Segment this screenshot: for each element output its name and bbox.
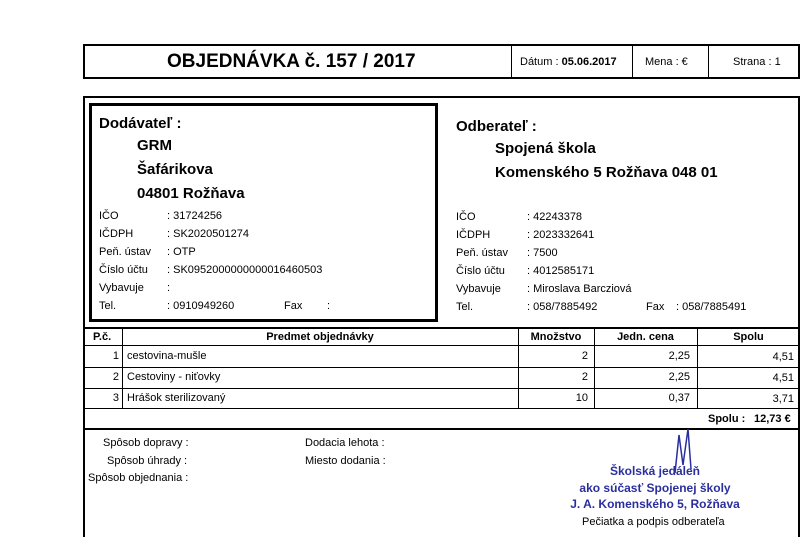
customer-fax-label: Fax	[646, 301, 665, 313]
sum-label: Spolu :	[708, 413, 746, 425]
stamp-line-2: ako súčasť Spojenej školy	[579, 481, 731, 495]
customer-tel-label: Tel.	[456, 301, 474, 313]
customer-bank-label: Peň. ústav	[456, 247, 508, 259]
sum-value: 12,73 €	[754, 413, 791, 425]
row-1-no: 1	[112, 350, 119, 362]
row-3-qty: 10	[575, 392, 588, 404]
row-2-qty: 2	[581, 371, 588, 383]
customer-account-value: : 4012585171	[527, 265, 595, 277]
row-2-price: 2,25	[668, 371, 690, 383]
supplier-fax-label: Fax	[284, 300, 303, 312]
customer-ico-value: : 42243378	[527, 211, 583, 223]
supplier-account-value: : SK0952000000000016460503	[167, 264, 323, 276]
row-3-item: Hrášok sterilizovaný	[127, 392, 226, 404]
col-header-item: Predmet objednávky	[266, 331, 374, 343]
supplier-icdph-label: IČDPH	[99, 228, 134, 240]
customer-ico-label: IČO	[456, 211, 476, 223]
deadline-label: Dodacia lehota :	[305, 437, 385, 449]
customer-handler-label: Vybavuje	[456, 283, 501, 295]
date-label: Dátum :	[520, 56, 559, 68]
supplier-fax-value: :	[327, 300, 331, 312]
customer-account-label: Číslo účtu	[456, 265, 505, 277]
row-1-item: cestovina-mušle	[127, 350, 207, 362]
currency: Mena : €	[645, 56, 688, 68]
row-1-price: 2,25	[668, 350, 690, 362]
stamp-line-1: Školská jedáleň	[609, 464, 701, 478]
customer-icdph-value: : 2023332641	[527, 229, 595, 241]
customer-tel-value: : 058/7885492	[527, 301, 598, 313]
col-header-no: P.č.	[93, 331, 112, 343]
supplier-icdph-value: : SK2020501274	[167, 228, 249, 240]
place-label: Miesto dodania :	[305, 455, 386, 467]
customer-handler-value: : Miroslava Barcziová	[527, 283, 632, 295]
customer-address: Komenského 5 Rožňava 048 01	[495, 164, 718, 181]
row-3-total: 3,71	[772, 393, 794, 405]
row-2-no: 2	[112, 371, 119, 383]
transport-label: Spôsob dopravy :	[103, 437, 189, 449]
customer-icdph-label: IČDPH	[456, 229, 491, 241]
row-3-no: 3	[112, 392, 119, 404]
col-header-total: Spolu	[733, 331, 764, 343]
supplier-account-label: Číslo účtu	[99, 264, 148, 276]
supplier-tel-value: : 0910949260	[167, 300, 235, 312]
signature-label: Pečiatka a podpis odberateľa	[582, 516, 725, 528]
customer-bank-value: : 7500	[527, 247, 558, 259]
supplier-ico-value: : 31724256	[167, 210, 223, 222]
row-3-price: 0,37	[668, 392, 690, 404]
supplier-handler-label: Vybavuje	[99, 282, 144, 294]
row-1-total: 4,51	[772, 351, 794, 363]
customer-name: Spojená škola	[495, 140, 596, 157]
supplier-handler-value: :	[167, 282, 171, 294]
page-number: Strana : 1	[733, 56, 781, 68]
ordering-label: Spôsob objednania :	[88, 472, 189, 484]
stamp-line-3: J. A. Komenského 5, Rožňava	[570, 497, 740, 511]
supplier-name: GRM	[137, 137, 172, 154]
customer-heading: Odberateľ :	[456, 118, 537, 135]
order-title: OBJEDNÁVKA č. 157 / 2017	[167, 51, 416, 72]
supplier-ico-label: IČO	[99, 210, 119, 222]
row-2-total: 4,51	[772, 372, 794, 384]
date-value: 05.06.2017	[561, 56, 617, 68]
supplier-bank-value: : OTP	[167, 246, 196, 258]
customer-fax-value: : 058/7885491	[676, 301, 747, 313]
supplier-city: 04801 Rožňava	[137, 185, 245, 202]
row-1-qty: 2	[581, 350, 588, 362]
supplier-bank-label: Peň. ústav	[99, 246, 151, 258]
row-2-item: Cestoviny - niťovky	[127, 371, 221, 383]
col-header-price: Jedn. cena	[617, 331, 674, 343]
col-header-qty: Množstvo	[530, 331, 582, 343]
supplier-street: Šafárikova	[137, 161, 213, 178]
supplier-tel-label: Tel.	[99, 300, 117, 312]
supplier-heading: Dodávateľ :	[99, 115, 182, 132]
payment-label: Spôsob úhrady :	[107, 455, 188, 467]
